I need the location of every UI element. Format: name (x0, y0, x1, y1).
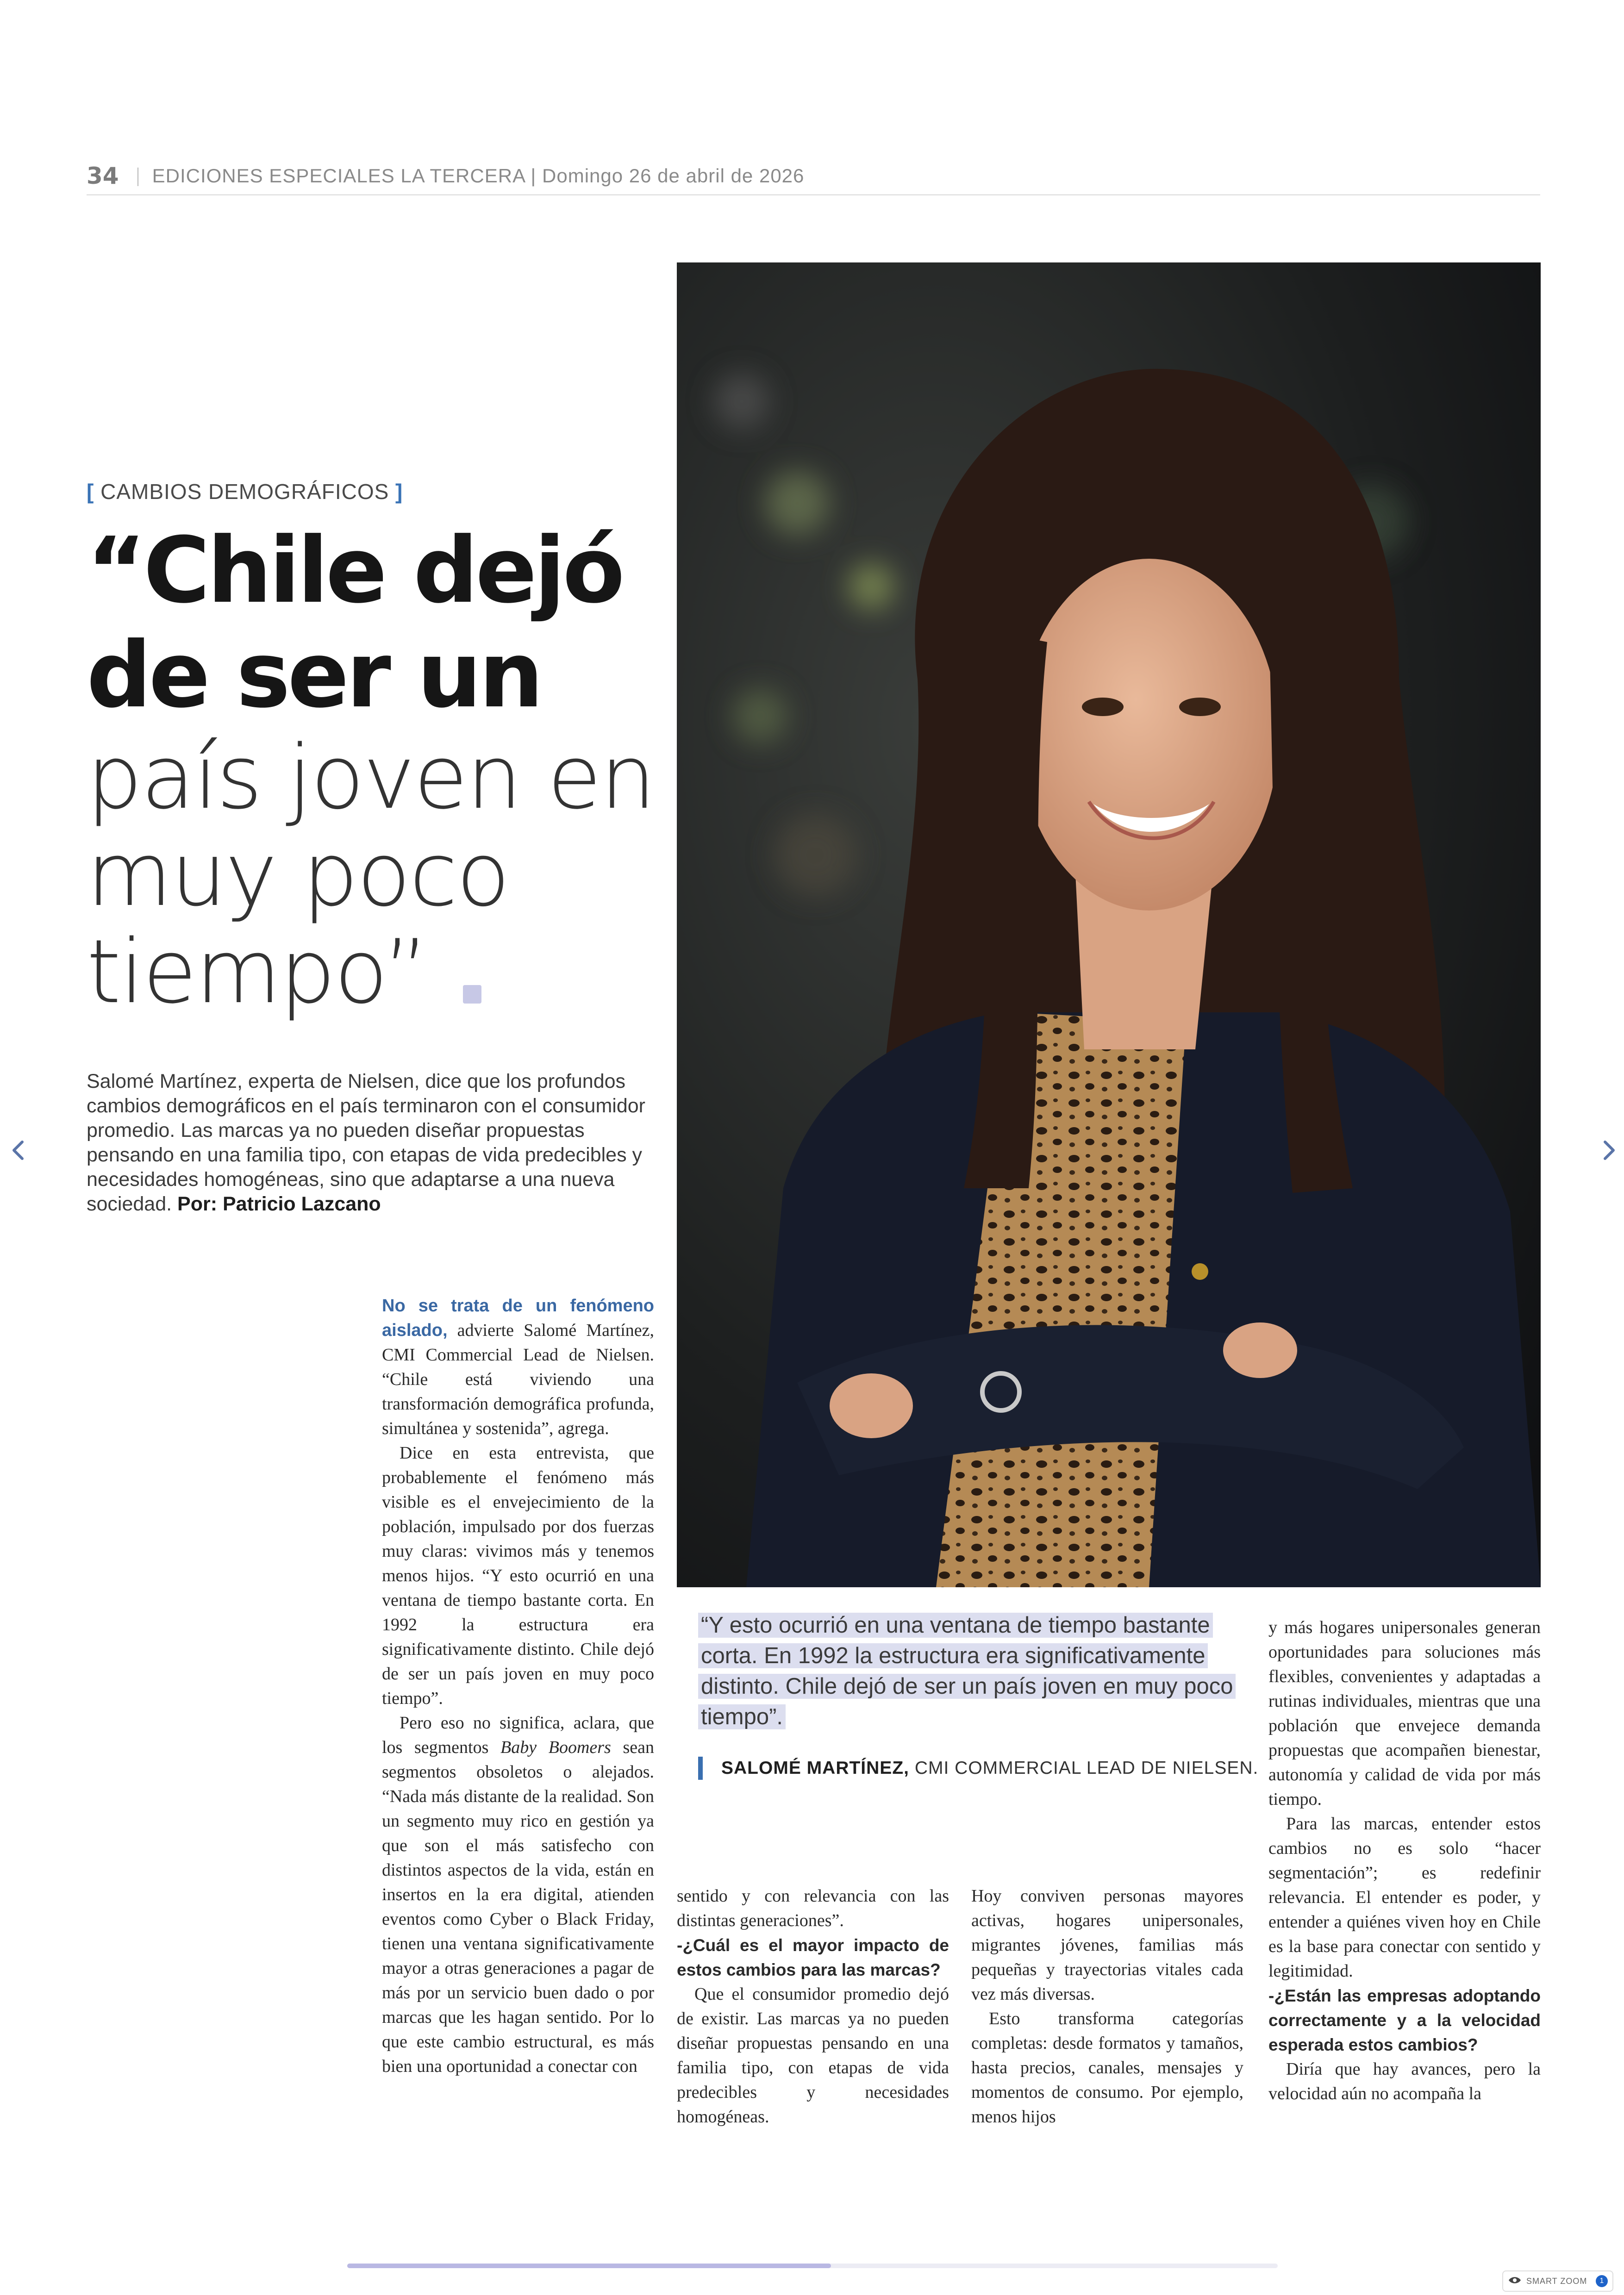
body-column-4: y más hogares unipersonales generan oportunidades para soluciones más flexibles, convenientes y adaptadas a rutinas individuales, mientras que una población que envejece demanda propuestas que acompañen bienestar, autonomía y calidad de vida por más tiempo. Para las marcas, entender estos cambios no es solo “hacer segmentación”; es redefinir relevancia. El entender es poder, y entender a quiénes viven hoy en Chile es la base para conectar con sentido y legitimidad. -¿Están las empresas adoptando correctamente y a la velocidad esperada estos cambios? Diría que hay avances, pero la velocidad aún no acompaña la (1268, 1618, 1541, 2103)
annotation-marker[interactable] (463, 985, 481, 1004)
byline: Por: Patricio Lazcano (177, 1193, 381, 1215)
smart-zoom-label: SMART ZOOM (1526, 2276, 1587, 2286)
interview-question: -¿Cuál es el mayor impacto de estos cambios para las marcas? (677, 1936, 949, 1979)
pull-quote-attribution: SALOMÉ MARTÍNEZ, CMI COMMERCIAL LEAD DE NIELSEN. (698, 1757, 1268, 1780)
chevron-right-icon[interactable] (1595, 1136, 1623, 1164)
chevron-left-icon[interactable] (5, 1136, 32, 1164)
header-divider (137, 168, 138, 186)
publication-line: EDICIONES ESPECIALES LA TERCERA | Domingo 26 de abril de 2026 (152, 165, 805, 187)
interview-question: -¿Están las empresas adoptando correctamente y a la velocidad esperada estos cambios? (1268, 1986, 1541, 2054)
smart-zoom-button[interactable] (1502, 2270, 1613, 2292)
body-column-3: Hoy conviven personas mayores activas, hogares unipersonales, migrantes jóvenes, familias más pequeñas y trayectorias vitales cada vez más diversas. Esto transforma categorías completas: desde formatos y tamaños, hasta precios, canales, mensajes y momentos de consumo. Por ejemplo, menos hijos (971, 1886, 1243, 2127)
kicker: No se trata de un fenómeno aislado, (382, 1296, 654, 1340)
eye-icon (1508, 2276, 1522, 2287)
headline-light: país joven en muy poco tiempo” (87, 726, 655, 1023)
page-header (87, 157, 1540, 195)
headline-bold: “Chile dejó de ser un (87, 518, 622, 728)
page-number: 34 (87, 162, 119, 189)
reading-progress-fill (347, 2264, 831, 2268)
body-column-2: sentido y con relevancia con las distintas generaciones”. -¿Cuál es el mayor impacto de estos cambios para las marcas? Que el consumidor promedio dejó de existir. Las marcas ya no pueden diseñar propuestas pensando en una familia tipo, con etapas de vida predecibles y necesidades homogéneas. (677, 1886, 949, 2127)
portrait-photo (677, 262, 1541, 1587)
section-label: [ CAMBIOS DEMOGRÁFICOS ] (87, 480, 403, 504)
pull-quote[interactable]: “Y esto ocurrió en una ventana de tiempo bastante corta. En 1992 la estructura era significativamente distinto. Chile dejó de ser un país joven en muy poco tiempo”. (698, 1610, 1244, 1732)
body-column-1: No se trata de un fenómeno aislado, advierte Salomé Martínez, CMI Commercial Lead de Nielsen. “Chile está viviendo una transformación demográfica profunda, simultánea y sostenida”, agrega. Dice en esta entrevista, que probablemente el fenómeno más visible es el envejecimiento de la población, impulsado por dos fuerzas muy claras: vivimos más y tenemos menos hijos. “Y esto ocurrió en una ventana de tiempo bastante corta. En 1992 la estructura era significativamente distinto. Chile dejó de ser un país joven en muy poco tiempo”. Pero eso no significa, aclara, que los segmentos Baby Boomers sean segmentos obsoletos o alejados. “Nada más distante de la realidad. Son un segmento muy rico en gestión ya que son el más satisfecho con distintos aspectos de la vida, están en insertos en la era digital, atienden eventos como Cyber o Black Friday, tienen una ventana significativamente mayor a otras generaciones a pagar de más por un servicio buen dado o por marcas que les hagan sentido. Por lo que este cambio estructural, es más bien una oportunidad a conectar con (382, 1296, 655, 2076)
smart-zoom-badge: 1 (1596, 2275, 1608, 2287)
article-lead: Salomé Martínez, experta de Nielsen, dice que los profundos cambios demográficos en el país terminaron con el consumidor promedio. Las marcas ya no pueden diseñar propuestas pensando en una familia tipo, con etapas de vida predecibles y necesidades homogéneas, sino que adaptarse a una nueva sociedad. Por: Patricio Lazcano (87, 1070, 645, 1215)
